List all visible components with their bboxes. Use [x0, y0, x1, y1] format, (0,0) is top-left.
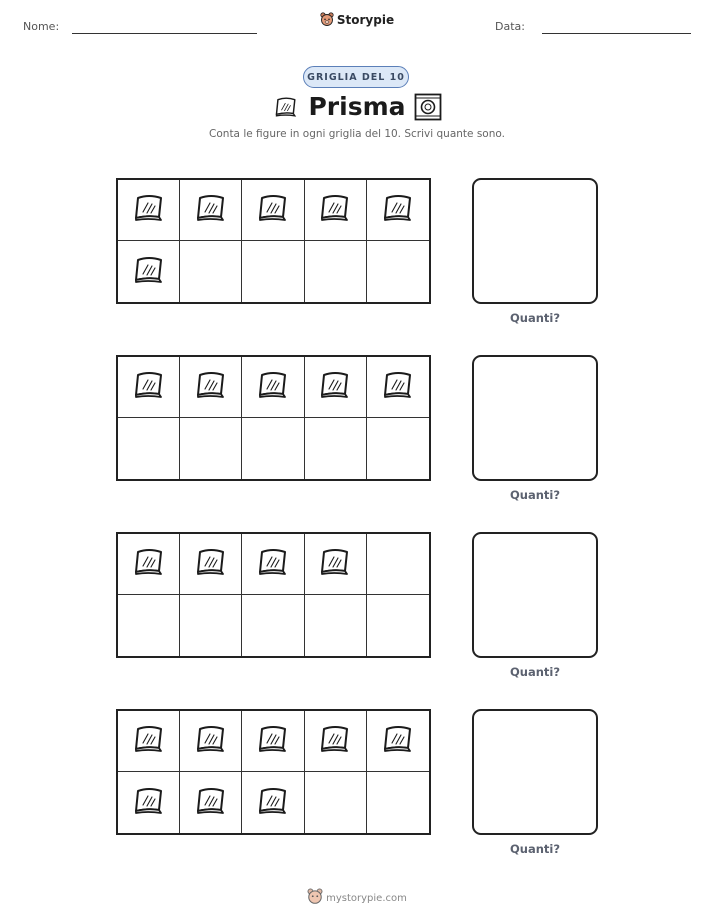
- ten-frame-cell: [367, 418, 429, 479]
- prism-icon: [257, 724, 289, 758]
- prism-icon: [133, 547, 165, 581]
- ten-frame-cell: [305, 534, 367, 595]
- page-title: Prisma: [308, 92, 406, 121]
- ten-frame-cell: [305, 357, 367, 418]
- ten-frame-cell: [118, 357, 180, 418]
- ten-frame-cell: [118, 180, 180, 241]
- prism-icon: [195, 786, 227, 820]
- name-field-line[interactable]: [72, 33, 257, 34]
- ten-frame-cell: [180, 711, 242, 772]
- ten-frame-cell: [367, 180, 429, 241]
- ten-frame-cell: [367, 772, 429, 833]
- prism-icon: [195, 370, 227, 404]
- ten-frame-cell: [242, 534, 304, 595]
- instructions: Conta le figure in ogni griglia del 10. Scrivi quante sono.: [209, 128, 505, 140]
- prism-icon: [133, 193, 165, 227]
- answer-label: Quanti?: [509, 665, 561, 679]
- prism-icon: [319, 724, 351, 758]
- prism-icon: [133, 255, 165, 289]
- ten-frame-cell: [305, 180, 367, 241]
- ten-frame-cell: [180, 595, 242, 656]
- ten-frame-cell: [305, 711, 367, 772]
- prism-icon: [195, 193, 227, 227]
- prism-icon: [133, 786, 165, 820]
- prism-icon: [133, 724, 165, 758]
- ten-frame-cell: [180, 418, 242, 479]
- ten-frame-cell: [242, 772, 304, 833]
- prism-icon: [257, 786, 289, 820]
- prism-icon: [257, 370, 289, 404]
- answer-box[interactable]: [472, 532, 598, 658]
- answer-box[interactable]: [472, 355, 598, 481]
- prism-icon: [195, 547, 227, 581]
- answer-box[interactable]: [472, 178, 598, 304]
- ten-frame-cell: [242, 241, 304, 302]
- prism-icon: [257, 547, 289, 581]
- answer-label: Quanti?: [509, 488, 561, 502]
- ten-frame-cell: [242, 180, 304, 241]
- ten-frame-cell: [305, 241, 367, 302]
- bear-logo-icon: [320, 12, 334, 27]
- prism-icon: [195, 724, 227, 758]
- ten-frame-cell: [305, 595, 367, 656]
- ten-frame-cell: [242, 595, 304, 656]
- answer-box[interactable]: [472, 709, 598, 835]
- answer-label: Quanti?: [509, 842, 561, 856]
- prism-top-view-icon: [414, 93, 442, 121]
- ten-frame-cell: [305, 418, 367, 479]
- ten-frame-cell: [242, 418, 304, 479]
- ten-frame-cell: [180, 241, 242, 302]
- ten-frame-cell: [367, 595, 429, 656]
- date-label: Data:: [495, 20, 525, 33]
- prism-icon: [133, 370, 165, 404]
- footer: [0, 888, 714, 905]
- answer-label: Quanti?: [509, 311, 561, 325]
- ten-frame-cell: [367, 711, 429, 772]
- ten-frame-cell: [118, 772, 180, 833]
- topic-badge: GRIGLIA DEL 10: [303, 66, 409, 88]
- ten-frame-cell: [180, 357, 242, 418]
- ten-frame-cell: [118, 418, 180, 479]
- prism-icon: [319, 193, 351, 227]
- ten-frame-cell: [242, 711, 304, 772]
- ten-frame: [116, 709, 431, 835]
- name-label: Nome:: [23, 20, 60, 33]
- date-field-line[interactable]: [542, 33, 691, 34]
- ten-frame-cell: [367, 241, 429, 302]
- ten-frame-cell: [367, 357, 429, 418]
- ten-frame-cell: [118, 595, 180, 656]
- ten-frame: [116, 355, 431, 481]
- ten-frame-cell: [118, 241, 180, 302]
- bear-logo-icon: [307, 888, 323, 905]
- prism-icon: [382, 193, 414, 227]
- ten-frame-cell: [180, 534, 242, 595]
- prism-icon: [382, 370, 414, 404]
- ten-frame-cell: [180, 180, 242, 241]
- ten-frame-cell: [180, 772, 242, 833]
- ten-frame-cell: [242, 357, 304, 418]
- prism-icon: [382, 724, 414, 758]
- ten-frame: [116, 532, 431, 658]
- ten-frame-cell: [118, 534, 180, 595]
- brand-name: Storypie: [336, 13, 395, 27]
- prism-icon: [257, 193, 289, 227]
- ten-frame: [116, 178, 431, 304]
- brand-logo: [0, 12, 714, 27]
- ten-frame-cell: [367, 534, 429, 595]
- ten-frame-cell: [118, 711, 180, 772]
- footer-url: mystorypie.com: [326, 893, 407, 904]
- prism-icon: [319, 547, 351, 581]
- ten-frame-cell: [305, 772, 367, 833]
- prism-icon: [319, 370, 351, 404]
